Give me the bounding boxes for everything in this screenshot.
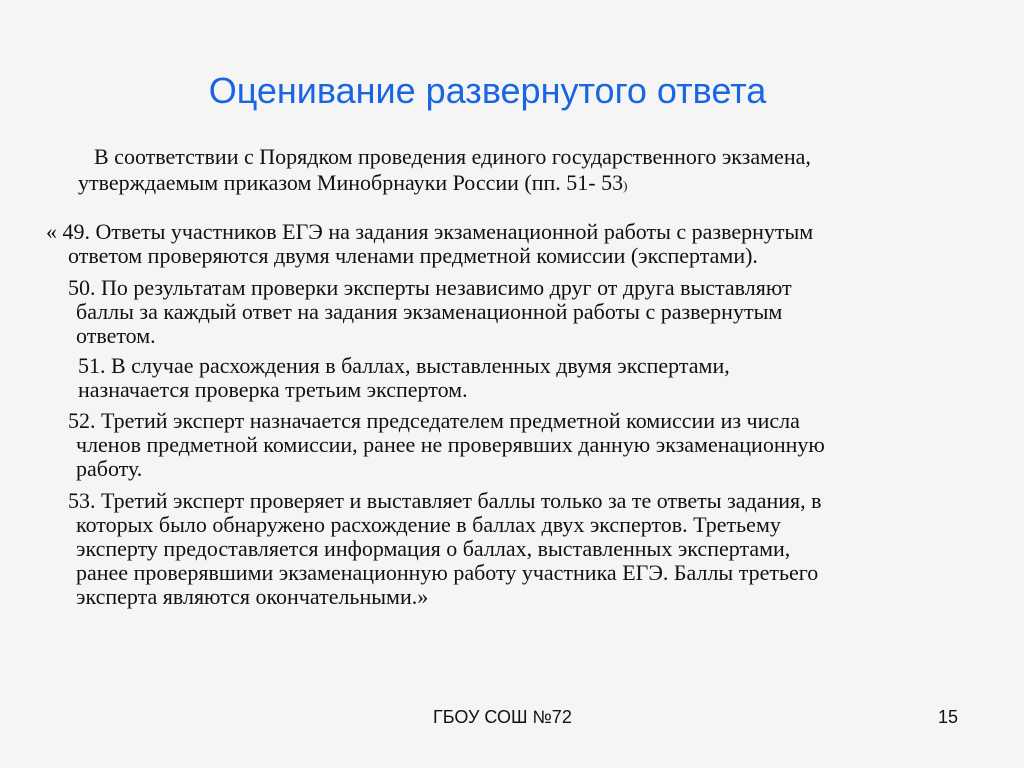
paragraph-line: ответом.: [76, 323, 156, 348]
paragraph-line: 50. По результатам проверки эксперты независимо друг от друга выставляют: [68, 275, 792, 300]
intro-line-2: [78, 170, 978, 199]
paragraph-line: 51. В случае расхождения в баллах, выставленных двумя экспертами,: [78, 353, 730, 378]
paragraph-line: которых было обнаружено расхождение в баллах двух экспертов. Третьему: [76, 512, 781, 537]
paragraph-51: [46, 354, 986, 402]
paragraph-line: эксперта являются окончательными.»: [76, 584, 429, 609]
paragraph-49: [46, 220, 986, 268]
paragraph-line: ответом проверяются двумя членами предметной комиссии (экспертами).: [68, 243, 758, 268]
paragraph-52: [46, 409, 986, 481]
paragraph-line: ранее проверявшими экзаменационную работу участника ЕГЭ. Баллы третьего: [76, 560, 819, 585]
paragraph-line: 52. Третий эксперт назначается председателем предметной комиссии из числа: [68, 408, 800, 433]
paragraph-line: « 49. Ответы участников ЕГЭ на задания экзаменационной работы с развернутым: [46, 219, 814, 244]
paragraph-line: баллы за каждый ответ на задания экзаменационной работы с развернутым: [76, 299, 783, 324]
paragraph-line: работу.: [76, 456, 143, 481]
slide-title: Оценивание развернутого ответа: [208, 70, 767, 111]
intro-line-1: В соответствии с Порядком проведения единого государственного экзамена,: [94, 144, 811, 169]
paragraph-line: 53. Третий эксперт проверяет и выставляет баллы только за те ответы задания, в: [68, 488, 822, 513]
intro-text: [78, 144, 978, 199]
footer-org: ГБОУ СОШ №72: [433, 707, 572, 727]
paragraph-53: [46, 489, 986, 609]
paragraph-line: членов предметной комиссии, ранее не проверявших данную экзаменационную: [76, 432, 825, 457]
intro-line-2-text: утверждаемым приказом Минобрнауки России (пп. 51- 53: [78, 170, 624, 195]
paragraph-line: эксперту предоставляется информация о баллах, выставленных экспертами,: [76, 536, 791, 561]
paragraph-line: назначается проверка третьим экспертом.: [78, 377, 468, 402]
footer-page-number: 15: [938, 707, 959, 727]
intro-paren: ): [623, 178, 628, 193]
paragraph-50: [46, 276, 986, 348]
